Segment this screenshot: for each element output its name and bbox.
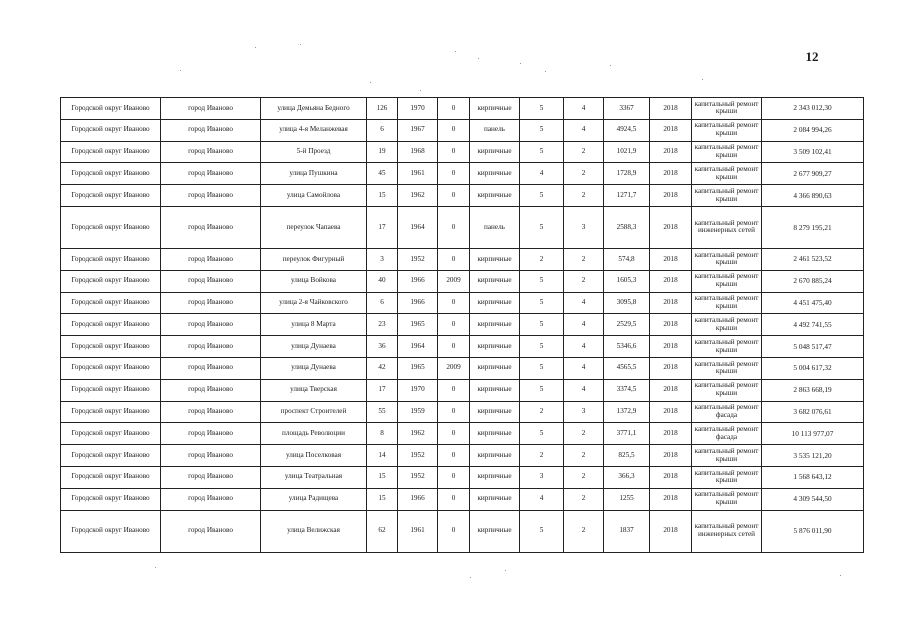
table-row bbox=[61, 357, 864, 379]
wall-material-cell: кирпичные bbox=[470, 98, 520, 120]
settlement-cell: город Иваново bbox=[161, 466, 261, 488]
wall-material-cell: панель bbox=[470, 206, 520, 248]
cost-cell: 1 568 643,12 bbox=[762, 466, 864, 488]
wall-material-cell: кирпичные bbox=[470, 357, 520, 379]
entrances-cell: 4 bbox=[564, 119, 604, 141]
cost-cell: 2 084 994,26 bbox=[762, 119, 864, 141]
table-row bbox=[61, 270, 864, 292]
plan-year-cell: 2018 bbox=[650, 206, 692, 248]
cost-cell: 2 677 909,27 bbox=[762, 163, 864, 185]
year-built-cell: 1970 bbox=[398, 98, 438, 120]
settlement-cell: город Иваново bbox=[161, 119, 261, 141]
work-type-cell: капитальный ремонт крыши bbox=[692, 163, 762, 185]
table-row bbox=[61, 466, 864, 488]
entrances-cell: 2 bbox=[564, 185, 604, 207]
settlement-cell: город Иваново bbox=[161, 401, 261, 423]
floors-cell: 5 bbox=[520, 292, 564, 314]
cost-cell: 2 461 523,52 bbox=[762, 248, 864, 270]
municipality-cell: Городской округ Иваново bbox=[61, 206, 161, 248]
house-number-cell: 8 bbox=[367, 423, 398, 445]
floors-cell: 5 bbox=[520, 141, 564, 163]
plan-year-cell: 2018 bbox=[650, 270, 692, 292]
table-row bbox=[61, 119, 864, 141]
year-built-cell: 1952 bbox=[398, 466, 438, 488]
area-cell: 3374,5 bbox=[604, 379, 650, 401]
table-body bbox=[61, 98, 864, 553]
settlement-cell: город Иваново bbox=[161, 445, 261, 467]
house-number-cell: 6 bbox=[367, 292, 398, 314]
table-row bbox=[61, 163, 864, 185]
settlement-cell: город Иваново bbox=[161, 423, 261, 445]
plan-year-cell: 2018 bbox=[650, 510, 692, 552]
year-built-cell: 1964 bbox=[398, 206, 438, 248]
settlement-cell: город Иваново bbox=[161, 206, 261, 248]
year-reconstructed-cell: 2009 bbox=[438, 357, 470, 379]
table-row bbox=[61, 206, 864, 248]
house-number-cell: 45 bbox=[367, 163, 398, 185]
year-reconstructed-cell: 0 bbox=[438, 163, 470, 185]
municipality-cell: Городской округ Иваново bbox=[61, 466, 161, 488]
area-cell: 1255 bbox=[604, 488, 650, 510]
municipality-cell: Городской округ Иваново bbox=[61, 248, 161, 270]
table-row bbox=[61, 141, 864, 163]
street-cell: улица Дунаева bbox=[261, 357, 367, 379]
municipality-cell: Городской округ Иваново bbox=[61, 423, 161, 445]
work-type-cell: капитальный ремонт инженерных сетей bbox=[692, 206, 762, 248]
area-cell: 825,5 bbox=[604, 445, 650, 467]
area-cell: 574,8 bbox=[604, 248, 650, 270]
year-built-cell: 1952 bbox=[398, 445, 438, 467]
cost-cell: 5 004 617,32 bbox=[762, 357, 864, 379]
entrances-cell: 2 bbox=[564, 141, 604, 163]
work-type-cell: капитальный ремонт крыши bbox=[692, 488, 762, 510]
plan-year-cell: 2018 bbox=[650, 423, 692, 445]
cost-cell: 5 048 517,47 bbox=[762, 336, 864, 358]
cost-cell: 5 876 011,90 bbox=[762, 510, 864, 552]
year-reconstructed-cell: 0 bbox=[438, 314, 470, 336]
wall-material-cell: кирпичные bbox=[470, 292, 520, 314]
plan-year-cell: 2018 bbox=[650, 445, 692, 467]
entrances-cell: 2 bbox=[564, 510, 604, 552]
cost-cell: 4 451 475,40 bbox=[762, 292, 864, 314]
entrances-cell: 4 bbox=[564, 379, 604, 401]
street-cell: улица Радищева bbox=[261, 488, 367, 510]
municipality-cell: Городской округ Иваново bbox=[61, 510, 161, 552]
floors-cell: 5 bbox=[520, 336, 564, 358]
street-cell: улица Дунаева bbox=[261, 336, 367, 358]
area-cell: 1728,9 bbox=[604, 163, 650, 185]
area-cell: 366,3 bbox=[604, 466, 650, 488]
work-type-cell: капитальный ремонт крыши bbox=[692, 466, 762, 488]
municipality-cell: Городской округ Иваново bbox=[61, 357, 161, 379]
wall-material-cell: кирпичные bbox=[470, 379, 520, 401]
year-built-cell: 1961 bbox=[398, 163, 438, 185]
street-cell: улица 8 Марта bbox=[261, 314, 367, 336]
street-cell: улица Пушкина bbox=[261, 163, 367, 185]
table-row bbox=[61, 379, 864, 401]
settlement-cell: город Иваново bbox=[161, 379, 261, 401]
year-built-cell: 1965 bbox=[398, 357, 438, 379]
year-built-cell: 1964 bbox=[398, 336, 438, 358]
municipality-cell: Городской округ Иваново bbox=[61, 185, 161, 207]
entrances-cell: 2 bbox=[564, 270, 604, 292]
year-reconstructed-cell: 0 bbox=[438, 379, 470, 401]
settlement-cell: город Иваново bbox=[161, 270, 261, 292]
work-type-cell: капитальный ремонт крыши bbox=[692, 445, 762, 467]
year-reconstructed-cell: 0 bbox=[438, 119, 470, 141]
house-number-cell: 40 bbox=[367, 270, 398, 292]
municipality-cell: Городской округ Иваново bbox=[61, 270, 161, 292]
entrances-cell: 2 bbox=[564, 248, 604, 270]
area-cell: 1605,3 bbox=[604, 270, 650, 292]
settlement-cell: город Иваново bbox=[161, 336, 261, 358]
street-cell: переулок Фигурный bbox=[261, 248, 367, 270]
cost-cell: 8 279 195,21 bbox=[762, 206, 864, 248]
settlement-cell: город Иваново bbox=[161, 510, 261, 552]
cost-cell: 2 863 668,19 bbox=[762, 379, 864, 401]
cost-cell: 2 343 012,30 bbox=[762, 98, 864, 120]
settlement-cell: город Иваново bbox=[161, 185, 261, 207]
municipality-cell: Городской округ Иваново bbox=[61, 98, 161, 120]
entrances-cell: 4 bbox=[564, 357, 604, 379]
wall-material-cell: кирпичные bbox=[470, 488, 520, 510]
floors-cell: 4 bbox=[520, 488, 564, 510]
house-number-cell: 42 bbox=[367, 357, 398, 379]
cost-cell: 3 535 121,20 bbox=[762, 445, 864, 467]
area-cell: 2529,5 bbox=[604, 314, 650, 336]
municipality-cell: Городской округ Иваново bbox=[61, 314, 161, 336]
year-built-cell: 1966 bbox=[398, 292, 438, 314]
cost-cell: 4 366 890,63 bbox=[762, 185, 864, 207]
plan-year-cell: 2018 bbox=[650, 379, 692, 401]
street-cell: улица Демьяна Бедного bbox=[261, 98, 367, 120]
street-cell: улица Театральная bbox=[261, 466, 367, 488]
floors-cell: 5 bbox=[520, 510, 564, 552]
table-row bbox=[61, 336, 864, 358]
area-cell: 3367 bbox=[604, 98, 650, 120]
wall-material-cell: кирпичные bbox=[470, 314, 520, 336]
street-cell: улица Самойлова bbox=[261, 185, 367, 207]
settlement-cell: город Иваново bbox=[161, 488, 261, 510]
plan-year-cell: 2018 bbox=[650, 163, 692, 185]
year-reconstructed-cell: 0 bbox=[438, 98, 470, 120]
work-type-cell: капитальный ремонт крыши bbox=[692, 379, 762, 401]
year-reconstructed-cell: 2009 bbox=[438, 270, 470, 292]
house-number-cell: 15 bbox=[367, 466, 398, 488]
wall-material-cell: кирпичные bbox=[470, 163, 520, 185]
floors-cell: 4 bbox=[520, 163, 564, 185]
house-number-cell: 6 bbox=[367, 119, 398, 141]
year-reconstructed-cell: 0 bbox=[438, 466, 470, 488]
work-type-cell: капитальный ремонт крыши bbox=[692, 248, 762, 270]
area-cell: 4565,5 bbox=[604, 357, 650, 379]
house-number-cell: 15 bbox=[367, 185, 398, 207]
work-type-cell: капитальный ремонт крыши bbox=[692, 270, 762, 292]
plan-year-cell: 2018 bbox=[650, 466, 692, 488]
year-reconstructed-cell: 0 bbox=[438, 292, 470, 314]
entrances-cell: 4 bbox=[564, 336, 604, 358]
year-built-cell: 1966 bbox=[398, 488, 438, 510]
wall-material-cell: кирпичные bbox=[470, 423, 520, 445]
table-row bbox=[61, 185, 864, 207]
floors-cell: 5 bbox=[520, 379, 564, 401]
year-reconstructed-cell: 0 bbox=[438, 445, 470, 467]
wall-material-cell: кирпичные bbox=[470, 141, 520, 163]
work-type-cell: капитальный ремонт крыши bbox=[692, 119, 762, 141]
municipality-cell: Городской округ Иваново bbox=[61, 488, 161, 510]
year-reconstructed-cell: 0 bbox=[438, 488, 470, 510]
floors-cell: 3 bbox=[520, 466, 564, 488]
house-number-cell: 126 bbox=[367, 98, 398, 120]
year-reconstructed-cell: 0 bbox=[438, 248, 470, 270]
floors-cell: 5 bbox=[520, 357, 564, 379]
settlement-cell: город Иваново bbox=[161, 163, 261, 185]
settlement-cell: город Иваново bbox=[161, 98, 261, 120]
work-type-cell: капитальный ремонт крыши bbox=[692, 357, 762, 379]
plan-year-cell: 2018 bbox=[650, 185, 692, 207]
cost-cell: 10 113 977,07 bbox=[762, 423, 864, 445]
plan-year-cell: 2018 bbox=[650, 336, 692, 358]
wall-material-cell: кирпичные bbox=[470, 270, 520, 292]
street-cell: улица Тверская bbox=[261, 379, 367, 401]
plan-year-cell: 2018 bbox=[650, 119, 692, 141]
entrances-cell: 4 bbox=[564, 292, 604, 314]
entrances-cell: 4 bbox=[564, 98, 604, 120]
floors-cell: 5 bbox=[520, 185, 564, 207]
cost-cell: 4 492 741,55 bbox=[762, 314, 864, 336]
work-type-cell: капитальный ремонт инженерных сетей bbox=[692, 510, 762, 552]
table-row bbox=[61, 292, 864, 314]
municipality-cell: Городской округ Иваново bbox=[61, 141, 161, 163]
wall-material-cell: кирпичные bbox=[470, 401, 520, 423]
street-cell: улица 4-я Меланжевая bbox=[261, 119, 367, 141]
cost-cell: 3 682 076,61 bbox=[762, 401, 864, 423]
floors-cell: 5 bbox=[520, 423, 564, 445]
cost-cell: 2 670 885,24 bbox=[762, 270, 864, 292]
entrances-cell: 3 bbox=[564, 206, 604, 248]
house-number-cell: 19 bbox=[367, 141, 398, 163]
floors-cell: 2 bbox=[520, 401, 564, 423]
work-type-cell: капитальный ремонт крыши bbox=[692, 98, 762, 120]
work-type-cell: капитальный ремонт крыши bbox=[692, 336, 762, 358]
municipality-cell: Городской округ Иваново bbox=[61, 163, 161, 185]
house-number-cell: 62 bbox=[367, 510, 398, 552]
area-cell: 3771,1 bbox=[604, 423, 650, 445]
house-number-cell: 15 bbox=[367, 488, 398, 510]
area-cell: 2588,3 bbox=[604, 206, 650, 248]
area-cell: 1372,9 bbox=[604, 401, 650, 423]
year-built-cell: 1962 bbox=[398, 185, 438, 207]
plan-year-cell: 2018 bbox=[650, 314, 692, 336]
area-cell: 3095,8 bbox=[604, 292, 650, 314]
municipality-cell: Городской округ Иваново bbox=[61, 292, 161, 314]
year-reconstructed-cell: 0 bbox=[438, 510, 470, 552]
street-cell: улица 2-я Чайковского bbox=[261, 292, 367, 314]
floors-cell: 5 bbox=[520, 314, 564, 336]
floors-cell: 2 bbox=[520, 445, 564, 467]
area-cell: 1837 bbox=[604, 510, 650, 552]
wall-material-cell: кирпичные bbox=[470, 185, 520, 207]
municipality-cell: Городской округ Иваново bbox=[61, 401, 161, 423]
house-number-cell: 36 bbox=[367, 336, 398, 358]
plan-year-cell: 2018 bbox=[650, 248, 692, 270]
plan-year-cell: 2018 bbox=[650, 141, 692, 163]
plan-year-cell: 2018 bbox=[650, 357, 692, 379]
floors-cell: 5 bbox=[520, 270, 564, 292]
table-row bbox=[61, 314, 864, 336]
table-row bbox=[61, 423, 864, 445]
work-type-cell: капитальный ремонт крыши bbox=[692, 185, 762, 207]
year-built-cell: 1970 bbox=[398, 379, 438, 401]
cost-cell: 3 509 102,41 bbox=[762, 141, 864, 163]
wall-material-cell: кирпичные bbox=[470, 445, 520, 467]
table-row bbox=[61, 401, 864, 423]
wall-material-cell: кирпичные bbox=[470, 510, 520, 552]
municipality-cell: Городской округ Иваново bbox=[61, 336, 161, 358]
plan-year-cell: 2018 bbox=[650, 488, 692, 510]
settlement-cell: город Иваново bbox=[161, 292, 261, 314]
floors-cell: 5 bbox=[520, 119, 564, 141]
house-number-cell: 3 bbox=[367, 248, 398, 270]
house-number-cell: 23 bbox=[367, 314, 398, 336]
work-type-cell: капитальный ремонт фасада bbox=[692, 401, 762, 423]
street-cell: улица Велижская bbox=[261, 510, 367, 552]
municipality-cell: Городской округ Иваново bbox=[61, 445, 161, 467]
wall-material-cell: кирпичные bbox=[470, 248, 520, 270]
work-type-cell: капитальный ремонт крыши bbox=[692, 292, 762, 314]
house-number-cell: 55 bbox=[367, 401, 398, 423]
street-cell: переулок Чапаева bbox=[261, 206, 367, 248]
year-built-cell: 1968 bbox=[398, 141, 438, 163]
year-built-cell: 1959 bbox=[398, 401, 438, 423]
settlement-cell: город Иваново bbox=[161, 248, 261, 270]
year-reconstructed-cell: 0 bbox=[438, 141, 470, 163]
wall-material-cell: панель bbox=[470, 119, 520, 141]
wall-material-cell: кирпичные bbox=[470, 336, 520, 358]
street-cell: улица Войкова bbox=[261, 270, 367, 292]
municipality-cell: Городской округ Иваново bbox=[61, 379, 161, 401]
year-reconstructed-cell: 0 bbox=[438, 401, 470, 423]
house-number-cell: 14 bbox=[367, 445, 398, 467]
housing-repair-table bbox=[60, 97, 864, 553]
floors-cell: 5 bbox=[520, 98, 564, 120]
municipality-cell: Городской округ Иваново bbox=[61, 119, 161, 141]
work-type-cell: капитальный ремонт крыши bbox=[692, 141, 762, 163]
entrances-cell: 4 bbox=[564, 314, 604, 336]
area-cell: 1271,7 bbox=[604, 185, 650, 207]
house-number-cell: 17 bbox=[367, 379, 398, 401]
street-cell: площадь Революции bbox=[261, 423, 367, 445]
street-cell: улица Поселковая bbox=[261, 445, 367, 467]
plan-year-cell: 2018 bbox=[650, 98, 692, 120]
street-cell: проспект Строителей bbox=[261, 401, 367, 423]
floors-cell: 2 bbox=[520, 248, 564, 270]
year-built-cell: 1952 bbox=[398, 248, 438, 270]
settlement-cell: город Иваново bbox=[161, 141, 261, 163]
work-type-cell: капитальный ремонт фасада bbox=[692, 423, 762, 445]
page-number: 12 bbox=[805, 49, 819, 64]
area-cell: 4924,5 bbox=[604, 119, 650, 141]
year-built-cell: 1966 bbox=[398, 270, 438, 292]
year-built-cell: 1962 bbox=[398, 423, 438, 445]
year-built-cell: 1961 bbox=[398, 510, 438, 552]
plan-year-cell: 2018 bbox=[650, 401, 692, 423]
year-reconstructed-cell: 0 bbox=[438, 423, 470, 445]
entrances-cell: 2 bbox=[564, 423, 604, 445]
entrances-cell: 2 bbox=[564, 163, 604, 185]
settlement-cell: город Иваново bbox=[161, 314, 261, 336]
area-cell: 5346,6 bbox=[604, 336, 650, 358]
table-row bbox=[61, 445, 864, 467]
wall-material-cell: кирпичные bbox=[470, 466, 520, 488]
entrances-cell: 2 bbox=[564, 488, 604, 510]
entrances-cell: 2 bbox=[564, 445, 604, 467]
table-row bbox=[61, 98, 864, 120]
table-row bbox=[61, 248, 864, 270]
entrances-cell: 2 bbox=[564, 466, 604, 488]
year-built-cell: 1965 bbox=[398, 314, 438, 336]
year-reconstructed-cell: 0 bbox=[438, 336, 470, 358]
year-reconstructed-cell: 0 bbox=[438, 206, 470, 248]
settlement-cell: город Иваново bbox=[161, 357, 261, 379]
floors-cell: 5 bbox=[520, 206, 564, 248]
street-cell: 5-й Проезд bbox=[261, 141, 367, 163]
year-built-cell: 1967 bbox=[398, 119, 438, 141]
table-row bbox=[61, 488, 864, 510]
work-type-cell: капитальный ремонт крыши bbox=[692, 314, 762, 336]
cost-cell: 4 309 544,50 bbox=[762, 488, 864, 510]
year-reconstructed-cell: 0 bbox=[438, 185, 470, 207]
area-cell: 1021,9 bbox=[604, 141, 650, 163]
house-number-cell: 17 bbox=[367, 206, 398, 248]
plan-year-cell: 2018 bbox=[650, 292, 692, 314]
entrances-cell: 3 bbox=[564, 401, 604, 423]
table-row bbox=[61, 510, 864, 552]
